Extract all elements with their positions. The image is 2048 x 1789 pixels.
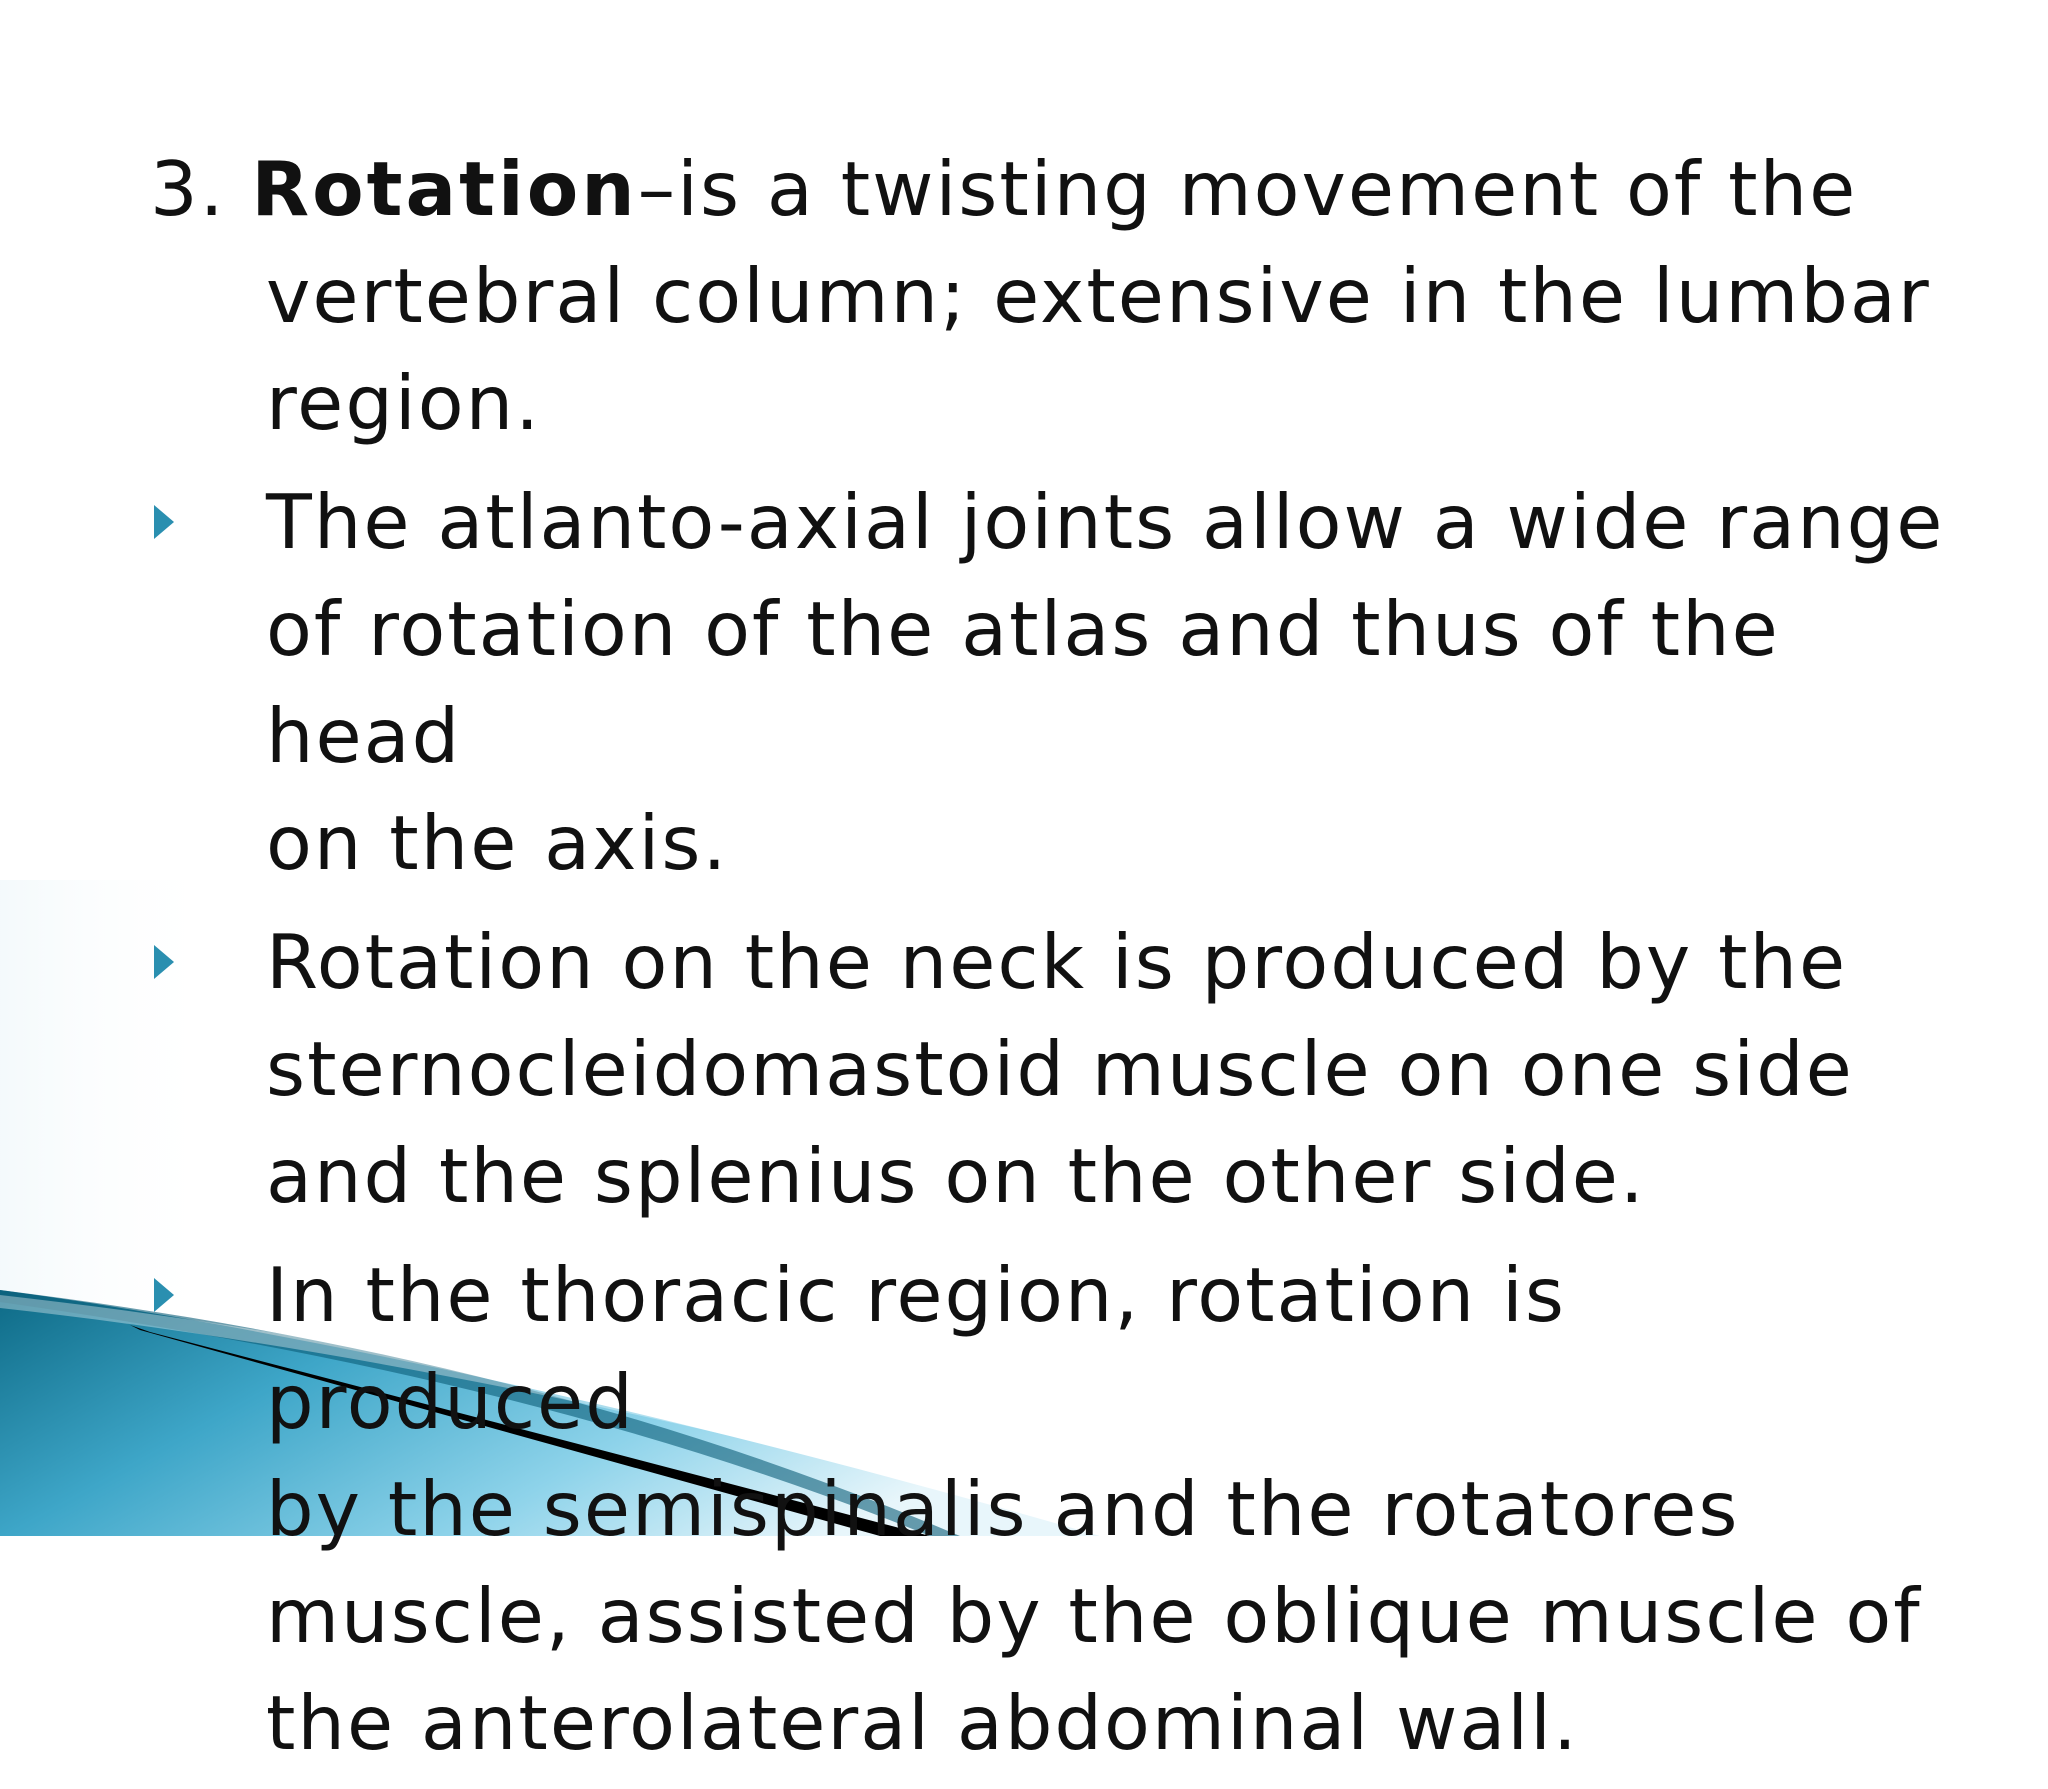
triangle-bullet-icon — [154, 505, 174, 539]
definition-text-1: –is a twisting movement of the — [637, 145, 1858, 233]
definition-line-1 — [150, 136, 1950, 243]
bullet-3-line-4: the anterolateral abdominal wall. — [266, 1679, 1579, 1767]
term-rotation: Rotation — [251, 145, 638, 233]
definition-line-3: region. — [266, 359, 542, 447]
rotation-definition — [150, 136, 1950, 457]
bullet-1-line-3: on the axis. — [266, 799, 729, 887]
bullet-1-line-1: The atlanto-axial joints allow a wide range — [266, 478, 1945, 566]
triangle-bullet-icon — [154, 945, 174, 979]
bullet-3-line-1: In the thoracic region, rotation is produced — [266, 1251, 1566, 1446]
bullet-2-line-3: and the splenius on the other side. — [266, 1132, 1646, 1220]
item-number — [150, 136, 226, 243]
slide-content — [150, 136, 1950, 1789]
bullet-3-line-3: muscle, assisted by the oblique muscle of — [266, 1572, 1922, 1660]
bullet-2-line-1: Rotation on the neck is produced by the — [266, 918, 1848, 1006]
definition-line-2: vertebral column; extensive in the lumbar — [266, 252, 1931, 340]
triangle-bullet-icon — [154, 1278, 174, 1312]
bullet-neck-rotation — [150, 909, 1950, 1230]
bullet-atlanto-axial — [150, 469, 1950, 897]
bullet-3-line-2: by the semispinalis and the rotatores — [266, 1465, 1740, 1553]
number-label: 3. — [150, 145, 226, 233]
bullet-2-line-2: sternocleidomastoid muscle on one side — [266, 1025, 1854, 1113]
bullet-thoracic-rotation — [150, 1242, 1950, 1777]
bullet-1-line-2: of rotation of the atlas and thus of the head — [266, 585, 1780, 780]
